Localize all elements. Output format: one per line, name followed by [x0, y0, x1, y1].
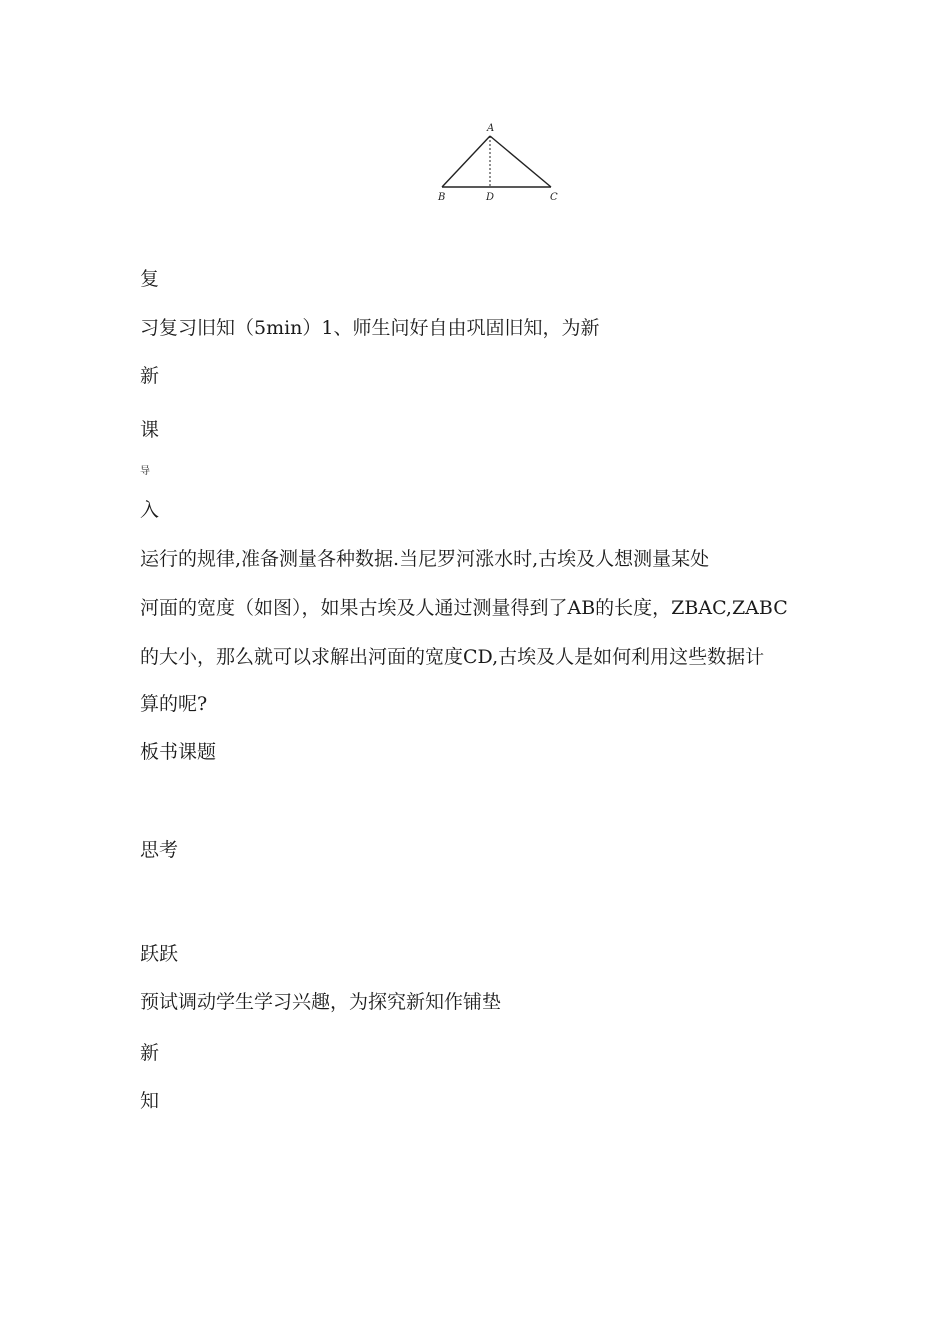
text-line-13: 跃跃 — [140, 943, 179, 965]
text-line-8: 河面的宽度（如图），如果古埃及人通过测量得到了AB的长度，ZBAC,ZABC — [140, 597, 788, 619]
label-c: C — [550, 192, 558, 203]
text-line-16: 知 — [140, 1090, 160, 1112]
text-line-4: 课 — [140, 419, 160, 441]
text-line-1: 复 — [140, 268, 160, 290]
text-line-12: 思考 — [140, 839, 179, 861]
side-ac — [490, 136, 551, 187]
side-ab — [442, 136, 490, 187]
text-line-6: 入 — [140, 499, 160, 521]
triangle-figure — [430, 118, 570, 208]
text-line-7: 运行的规律,准备测量各种数据.当尼罗河涨水时,古埃及人想测量某处 — [140, 548, 710, 570]
label-b: B — [438, 192, 446, 203]
text-line-15: 新 — [140, 1042, 160, 1064]
text-line-3: 新 — [140, 365, 160, 387]
text-line-11: 板书课题 — [140, 741, 217, 763]
text-line-9: 的大小，那么就可以求解出河面的宽度CD,古埃及人是如何利用这些数据计 — [140, 646, 765, 668]
triangle-diagram — [430, 118, 570, 208]
text-line-10: 算的呢? — [140, 693, 208, 715]
label-d: D — [486, 192, 495, 203]
text-line-2: 习复习旧知（5min）1、师生问好自由巩固旧知，为新 — [140, 317, 600, 339]
label-a: A — [487, 123, 495, 134]
text-line-14: 预试调动学生学习兴趣，为探究新知作铺垫 — [140, 991, 502, 1013]
text-line-5: 导 — [140, 466, 150, 477]
